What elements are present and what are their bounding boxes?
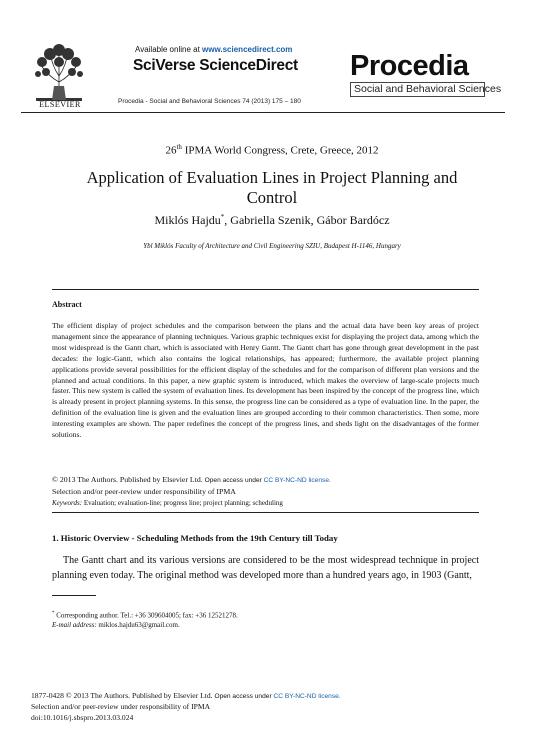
journal-brand: Procedia (350, 50, 469, 82)
conference-name: IPMA World Congress, Crete, Greece, 2012 (181, 144, 379, 157)
abstract-copyright (52, 474, 331, 497)
abstract-body: The efficient display of project schedules and the comparison between the plans and the actual data have been key areas of project management since the appearance of planning techniques. Various graphic techniques exist for displaying the project data, among which the most widespread is the Gantt chart, which is associated with Henry Gantt. The Gantt chart has gone through great development in the past decades: the logic-Gantt, which also contains the logical relationships, has appeared; furthermore, the available project planning applications provide several possibilities for the efficient display of the schedules and for the comparison of different plan versions and the planned and actual conditions. In this paper, a new graphic system is introduced, which makes the overview of large-scale projects much faster. This new system is called the system of evaluation lines. Its development has been inspired by the concept of the progress line, which is already present in project planning systems. In this sense, the progress line can be considered as a type of evaluation line. In the paper, the definition of the evaluation line is given and the evaluation lines are grouped according to their common characteristics. Then some, more interesting examples are shown. The paper redefines the concept of the progress lines, and sheds light on the disadvantages of the former solutions. (52, 321, 479, 440)
footnote (52, 609, 238, 630)
conference-ordinal: 26 (165, 144, 177, 157)
footer-open-access-label: Open access under (214, 693, 274, 700)
keywords-line (52, 499, 283, 507)
platform-name: SciVerse ScienceDirect (133, 57, 298, 74)
peer-review-line: Selection and/or peer-review under responsibility of IPMA (52, 487, 236, 496)
journal-citation-line: Procedia - Social and Behavioral Sciences 74 (2013) 175 – 180 (118, 98, 301, 105)
open-access-label: Open access under (204, 477, 264, 484)
author-corresponding: Miklós Hajdu (154, 213, 221, 227)
section-body: The Gantt chart and its various versions are considered to be the most widespread technique in project planning even today. The original method was developed more than a hundred years ago, in 1903 (Gantt, (52, 555, 479, 581)
footer-copyright: 1877-0428 © 2013 The Authors. Published by Elsevier Ltd. (31, 691, 213, 700)
conference-line (0, 143, 544, 157)
sciencedirect-link[interactable]: www.sciencedirect.com (202, 45, 293, 54)
page-footer (31, 691, 341, 723)
author-others: , Gabriella Szenik, Gábor Bardócz (224, 213, 390, 227)
abstract-heading: Abstract (52, 300, 82, 309)
section-heading: 1. Historic Overview - Scheduling Methods from the 19th Century till Today (52, 533, 338, 543)
journal-brand-subtitle: Social and Behavioral Sciences (354, 83, 502, 95)
license-link[interactable]: CC BY-NC-ND license. (263, 477, 331, 484)
keywords-label: Keywords: (52, 499, 83, 507)
available-prefix: Available online at (135, 45, 203, 54)
doi[interactable]: doi:10.1016/j.sbspro.2013.03.024 (31, 712, 134, 722)
affiliation: Ybl Miklós Faculty of Architecture and Civil Engineering SZIU, Budapest H-1146, Hungary (143, 242, 401, 250)
footer-peer-review-line: Selection and/or peer-review under responsibility of IPMA (31, 702, 211, 712)
email-address[interactable]: miklos.hajdu63@gmail.com. (96, 621, 180, 630)
footnote-mark: * (52, 611, 55, 616)
abstract-bottom-divider (52, 512, 479, 513)
author-list (0, 213, 544, 228)
footer-license-link[interactable]: CC BY-NC-ND license. (273, 693, 341, 700)
conference-ordinal-suffix: th (176, 143, 182, 151)
email-label: E-mail address: (52, 621, 97, 630)
header-divider (21, 112, 505, 113)
footnote-divider (52, 595, 96, 596)
corresponding-mark[interactable]: * (220, 213, 225, 221)
publisher-logo-text: ELSEVIER (39, 100, 81, 109)
corresponding-author-contact: Corresponding author. Tel.: +36 309604005; fax: +36 12521278. (54, 611, 238, 620)
available-online-line (135, 45, 292, 54)
copyright-text: © 2013 The Authors. Published by Elsevier Ltd. (52, 475, 203, 484)
paper-title: Application of Evaluation Lines in Project Planning and Control (86, 168, 458, 207)
abstract-top-divider (52, 289, 479, 290)
keywords-list: Evaluation; evaluation-line; progress line; project planning; scheduling (82, 499, 283, 507)
elsevier-tree-logo-icon (30, 42, 88, 104)
